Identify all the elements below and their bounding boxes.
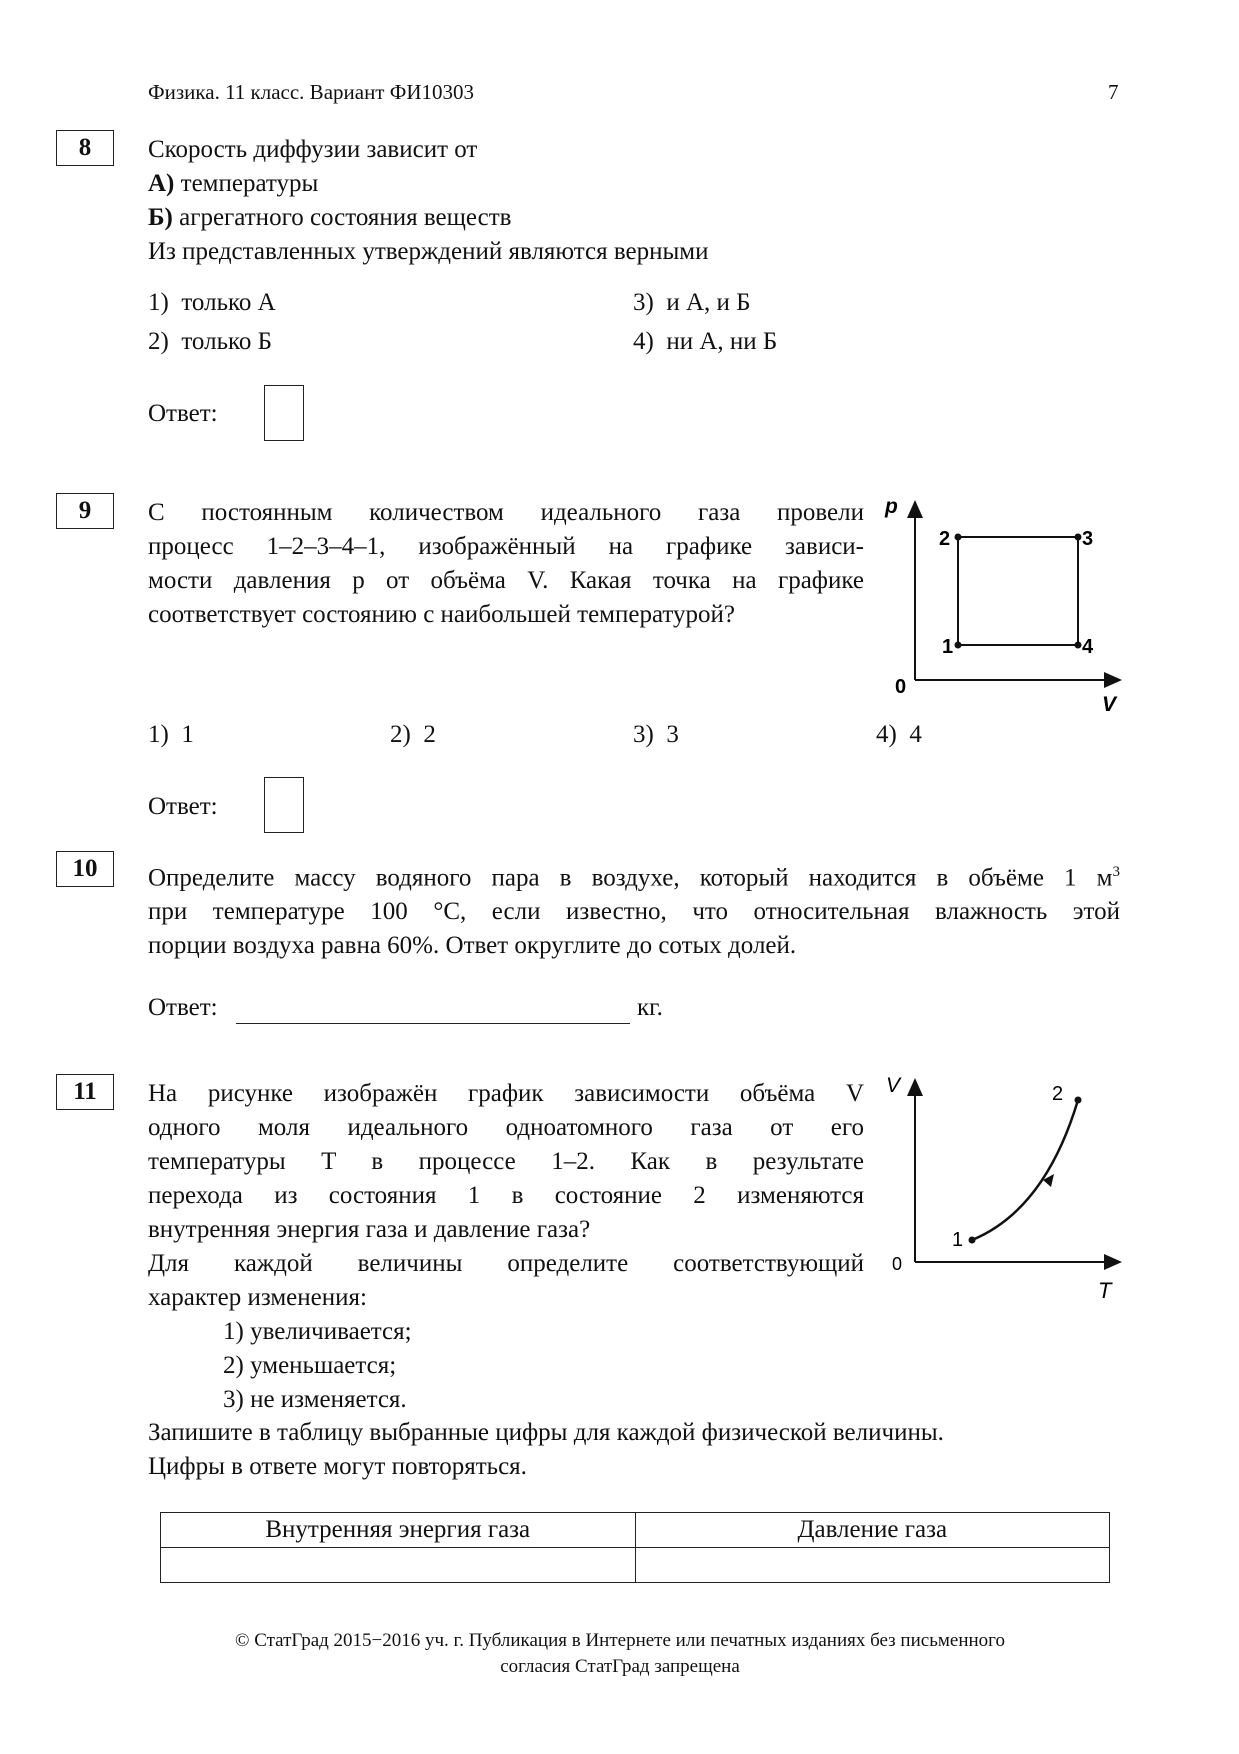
question-9-text — [148, 496, 864, 632]
question-number-9: 9 — [56, 493, 114, 529]
q11-vt-graph — [880, 1070, 1130, 1310]
q9-label-3: 3 — [1082, 528, 1094, 550]
q11-answer-cell-pressure[interactable] — [635, 1548, 1110, 1583]
question-8-text — [148, 133, 1048, 269]
q9-option-3: 3) 3 — [633, 721, 679, 748]
q11-instructions — [148, 1416, 1128, 1484]
q9-label-2: 2 — [939, 528, 951, 550]
q9-y-label: p — [885, 495, 898, 518]
q8-option-2: 2) только Б — [148, 328, 272, 355]
q10-line-1 — [148, 855, 1120, 895]
q11-choice-1: 1) увеличивается; — [223, 1318, 412, 1345]
q11-answer-cell-energy[interactable] — [161, 1548, 636, 1583]
page-number: 7 — [1108, 80, 1119, 104]
q9-point-3 — [1075, 534, 1082, 541]
q8-b-label: Б) — [148, 204, 173, 231]
q11-instr-1: Запишите в таблицу выбранные цифры для каждой физической величины. — [148, 1419, 944, 1446]
question-number-8: 8 — [56, 130, 114, 166]
q10-answer-line[interactable] — [236, 1021, 630, 1024]
q11-x-label: T — [1098, 1278, 1112, 1303]
header-title: Физика. 11 класс. Вариант ФИ10303 — [148, 80, 474, 104]
q11-table-answer-row — [161, 1548, 1110, 1583]
q11-line-5: внутренняя энергия газа и давление газа? — [148, 1216, 591, 1243]
q9-line-1: С постоянным количеством идеального газа провели — [148, 499, 864, 526]
q8-statement-b — [148, 201, 1048, 235]
q9-label-4: 4 — [1082, 636, 1094, 658]
q10-line-3: порции воздуха равна 60%. Ответ округлите до сотых долей. — [148, 932, 797, 960]
q11-answer-table — [160, 1512, 1110, 1583]
q9-option-2: 2) 2 — [390, 721, 436, 748]
q11-point-1 — [969, 1237, 976, 1244]
q11-origin-label: 0 — [892, 1254, 903, 1274]
question-number-10: 10 — [56, 851, 114, 887]
q9-line-4: соответствует состоянию с наибольшей температурой? — [148, 601, 735, 628]
q8-option-3: 3) и А, и Б — [633, 289, 751, 316]
q8-a-label: А) — [148, 170, 175, 197]
q11-choice-2: 2) уменьшается; — [223, 1352, 397, 1379]
q8-statement-a — [148, 167, 1048, 201]
q9-point-2 — [955, 534, 962, 541]
q8-answer-box[interactable] — [264, 385, 304, 441]
q11-instr-2: Цифры в ответе могут повторяться. — [148, 1453, 527, 1480]
q9-origin-label: 0 — [895, 676, 907, 698]
q11-line-7: характер изменения: — [148, 1284, 367, 1311]
q9-x-label: V — [1102, 693, 1117, 716]
q8-line4: Из представленных утверждений являются верными — [148, 238, 709, 265]
q11-choices — [223, 1315, 412, 1417]
q9-label-1: 1 — [942, 636, 954, 658]
footer — [140, 1628, 1100, 1680]
q9-option-4: 4) 4 — [876, 721, 922, 748]
q11-choice-3: 3) не изменяется. — [223, 1386, 407, 1413]
q10-line-2: при температуре 100 °С, если известно, что относительная влажность этой — [148, 898, 1120, 926]
q9-option-1: 1) 1 — [148, 721, 194, 748]
q8-b-text: агрегатного состояния веществ — [179, 204, 512, 231]
q8-option-4: 4) ни А, ни Б — [633, 328, 778, 355]
q10-superscript: 3 — [1112, 864, 1120, 880]
q11-table-header-pressure: Давление газа — [635, 1513, 1110, 1548]
question-number-11: 11 — [56, 1074, 114, 1110]
footer-line-2: согласия СтатГрад запрещена — [500, 1656, 740, 1677]
q11-process-curve — [972, 1100, 1078, 1240]
q10-unit: кг. — [637, 994, 663, 1021]
q9-point-1 — [955, 642, 962, 649]
q9-process-cycle — [958, 537, 1078, 645]
q11-line-6: Для каждой величины определите соответствующий — [148, 1250, 864, 1277]
q9-pv-graph — [870, 490, 1130, 720]
q11-line-1: На рисунке изображён график зависимости объёма V — [148, 1080, 864, 1107]
q9-answer-label: Ответ: — [148, 793, 218, 820]
q8-line1: Скорость диффузии зависит от — [148, 136, 478, 163]
q11-point-2 — [1075, 1097, 1082, 1104]
q10-answer-label: Ответ: — [148, 994, 218, 1021]
question-10-text — [148, 855, 1120, 963]
q11-line-4: перехода из состояния 1 в состояние 2 изменяются — [148, 1182, 864, 1209]
q8-answer-label: Ответ: — [148, 400, 218, 427]
q11-line-3: температуры T в процессе 1–2. Как в результате — [148, 1148, 864, 1175]
footer-line-1: © СтатГрад 2015−2016 уч. г. Публикация в Интернете или печатных изданиях без письменного — [235, 1630, 1005, 1651]
q9-line-3: мости давления p от объёма V. Какая точка на графике — [148, 567, 864, 594]
q8-a-text: температуры — [180, 170, 319, 197]
q9-line-2: процесс 1–2–3–4–1, изображённый на графике зависи- — [148, 533, 864, 560]
q11-label-2: 2 — [1052, 1083, 1064, 1105]
q11-label-1: 1 — [952, 1229, 964, 1251]
q11-table-header-energy: Внутренняя энергия газа — [161, 1513, 636, 1548]
q11-y-label: V — [886, 1074, 901, 1097]
q10-line-1-text: Определите массу водяного пара в воздухе, который находится в объёме 1 м — [148, 864, 1113, 892]
q8-option-1: 1) только А — [148, 289, 276, 316]
question-11-text — [148, 1077, 864, 1315]
q11-line-2: одного моля идеального одноатомного газа от его — [148, 1114, 864, 1141]
q11-table-header-row — [161, 1513, 1110, 1548]
q9-answer-box[interactable] — [264, 777, 304, 833]
q9-point-4 — [1075, 642, 1082, 649]
